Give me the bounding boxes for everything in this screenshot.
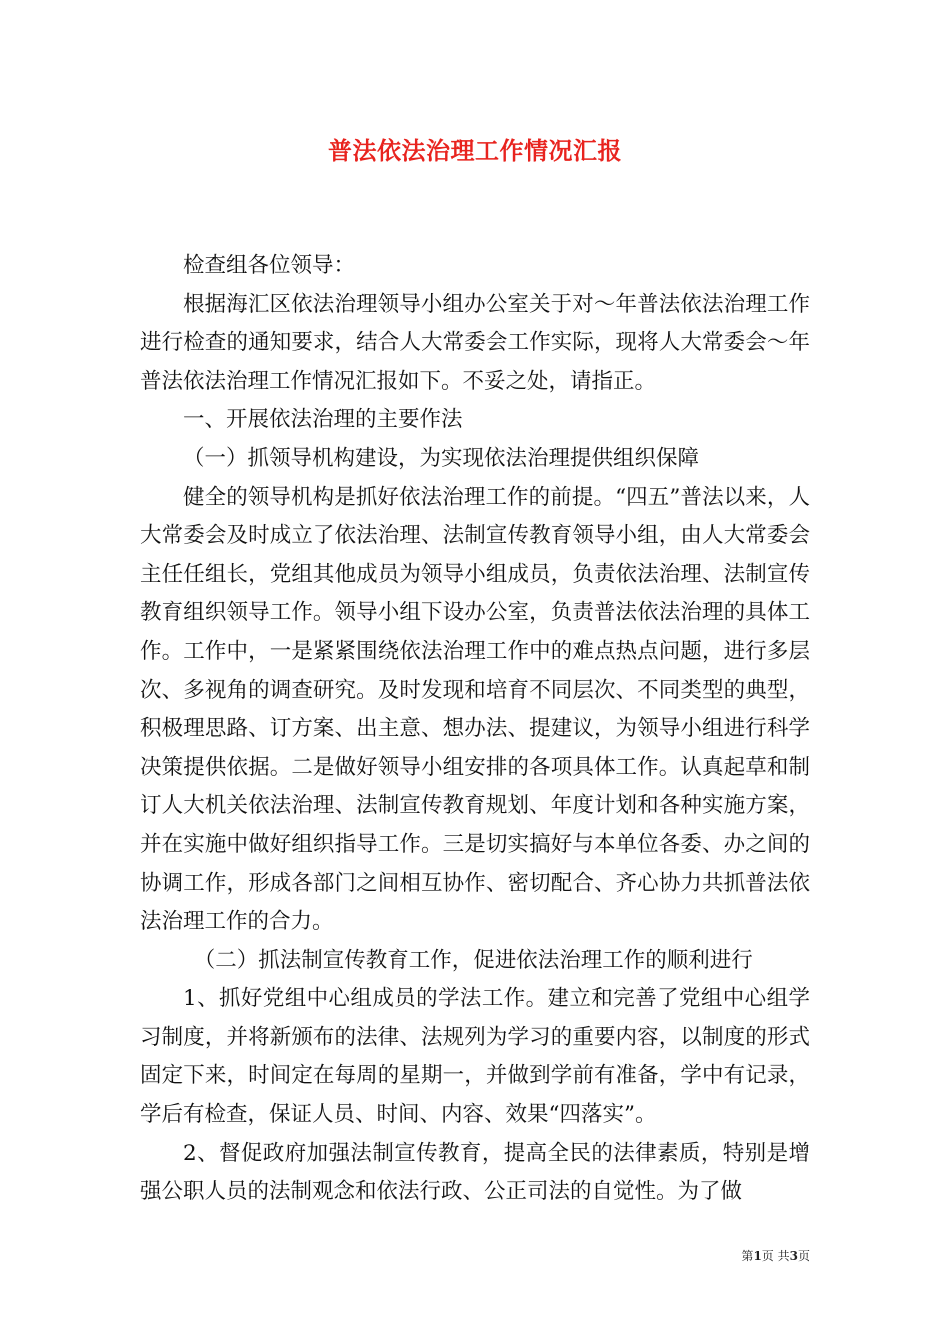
subsection-heading-2: （二）抓法制宣传教育工作，促进依法治理工作的顺利进行	[193, 947, 753, 973]
intro-paragraph: 根据海汇区依法治理领导小组办公室关于对～年普法依法治理工作进行检查的通知要求，结合人大常委会工作实际，现将人大常委会～年普法依法治理工作情况汇报如下。不妥之处，请指正。	[140, 291, 810, 394]
body-paragraph: 1、抓好党组中心组成员的学法工作。建立和完善了党组中心组学习制度，并将新颁布的法律、法规列为学习的重要内容，以制度的形式固定下来，时间定在每周的星期一，并做到学前有准备，学中有记录，学后有检查，保证人员、时间、内容、效果“四落实”。	[140, 986, 810, 1128]
subsection-heading-1: （一）抓领导机构建设，为实现依法治理提供组织保障	[183, 445, 700, 471]
section-heading: 一、开展依法治理的主要作法	[183, 407, 463, 433]
footer-current-page: 1	[753, 1249, 762, 1263]
footer-middle: 页 共	[761, 1249, 790, 1263]
document-title: 普法依法治理工作情况汇报	[328, 136, 622, 165]
footer-prefix: 第	[741, 1249, 754, 1263]
document-body	[140, 247, 810, 1212]
body-paragraph: 2、督促政府加强法制宣传教育，提高全民的法律素质，特别是增强公职人员的法制观念和依法行政、公正司法的自觉性。为了做	[140, 1140, 810, 1205]
footer-suffix: 页	[797, 1249, 810, 1263]
salutation: 检查组各位领导：	[183, 253, 356, 278]
footer-total-pages: 3	[789, 1249, 798, 1263]
page-footer	[741, 1247, 810, 1264]
body-paragraph: 健全的领导机构是抓好依法治理工作的前提。“四五”普法以来，人大常委会及时成立了依法治理、法制宣传教育领导小组，由人大常委会主任任组长，党组其他成员为领导小组成员，负责依法治理、法制宣传教育组织领导工作。领导小组下设办公室，负责普法依法治理的具体工作。工作中，一是紧紧围绕依法治理工作中的难点热点问题，进行多层次、多视角的调查研究。及时发现和培育不同层次、不同类型的典型，积极理思路、订方案、出主意、想办法、提建议，为领导小组进行科学决策提供依据。二是做好领导小组安排的各项具体工作。认真起草和制订人大机关依法治理、法制宣传教育规划、年度计划和各种实施方案，并在实施中做好组织指导工作。三是切实搞好与本单位各委、办之间的协调工作，形成各部门之间相互协作、密切配合、齐心协力共抓普法依法治理工作的合力。	[140, 484, 810, 935]
